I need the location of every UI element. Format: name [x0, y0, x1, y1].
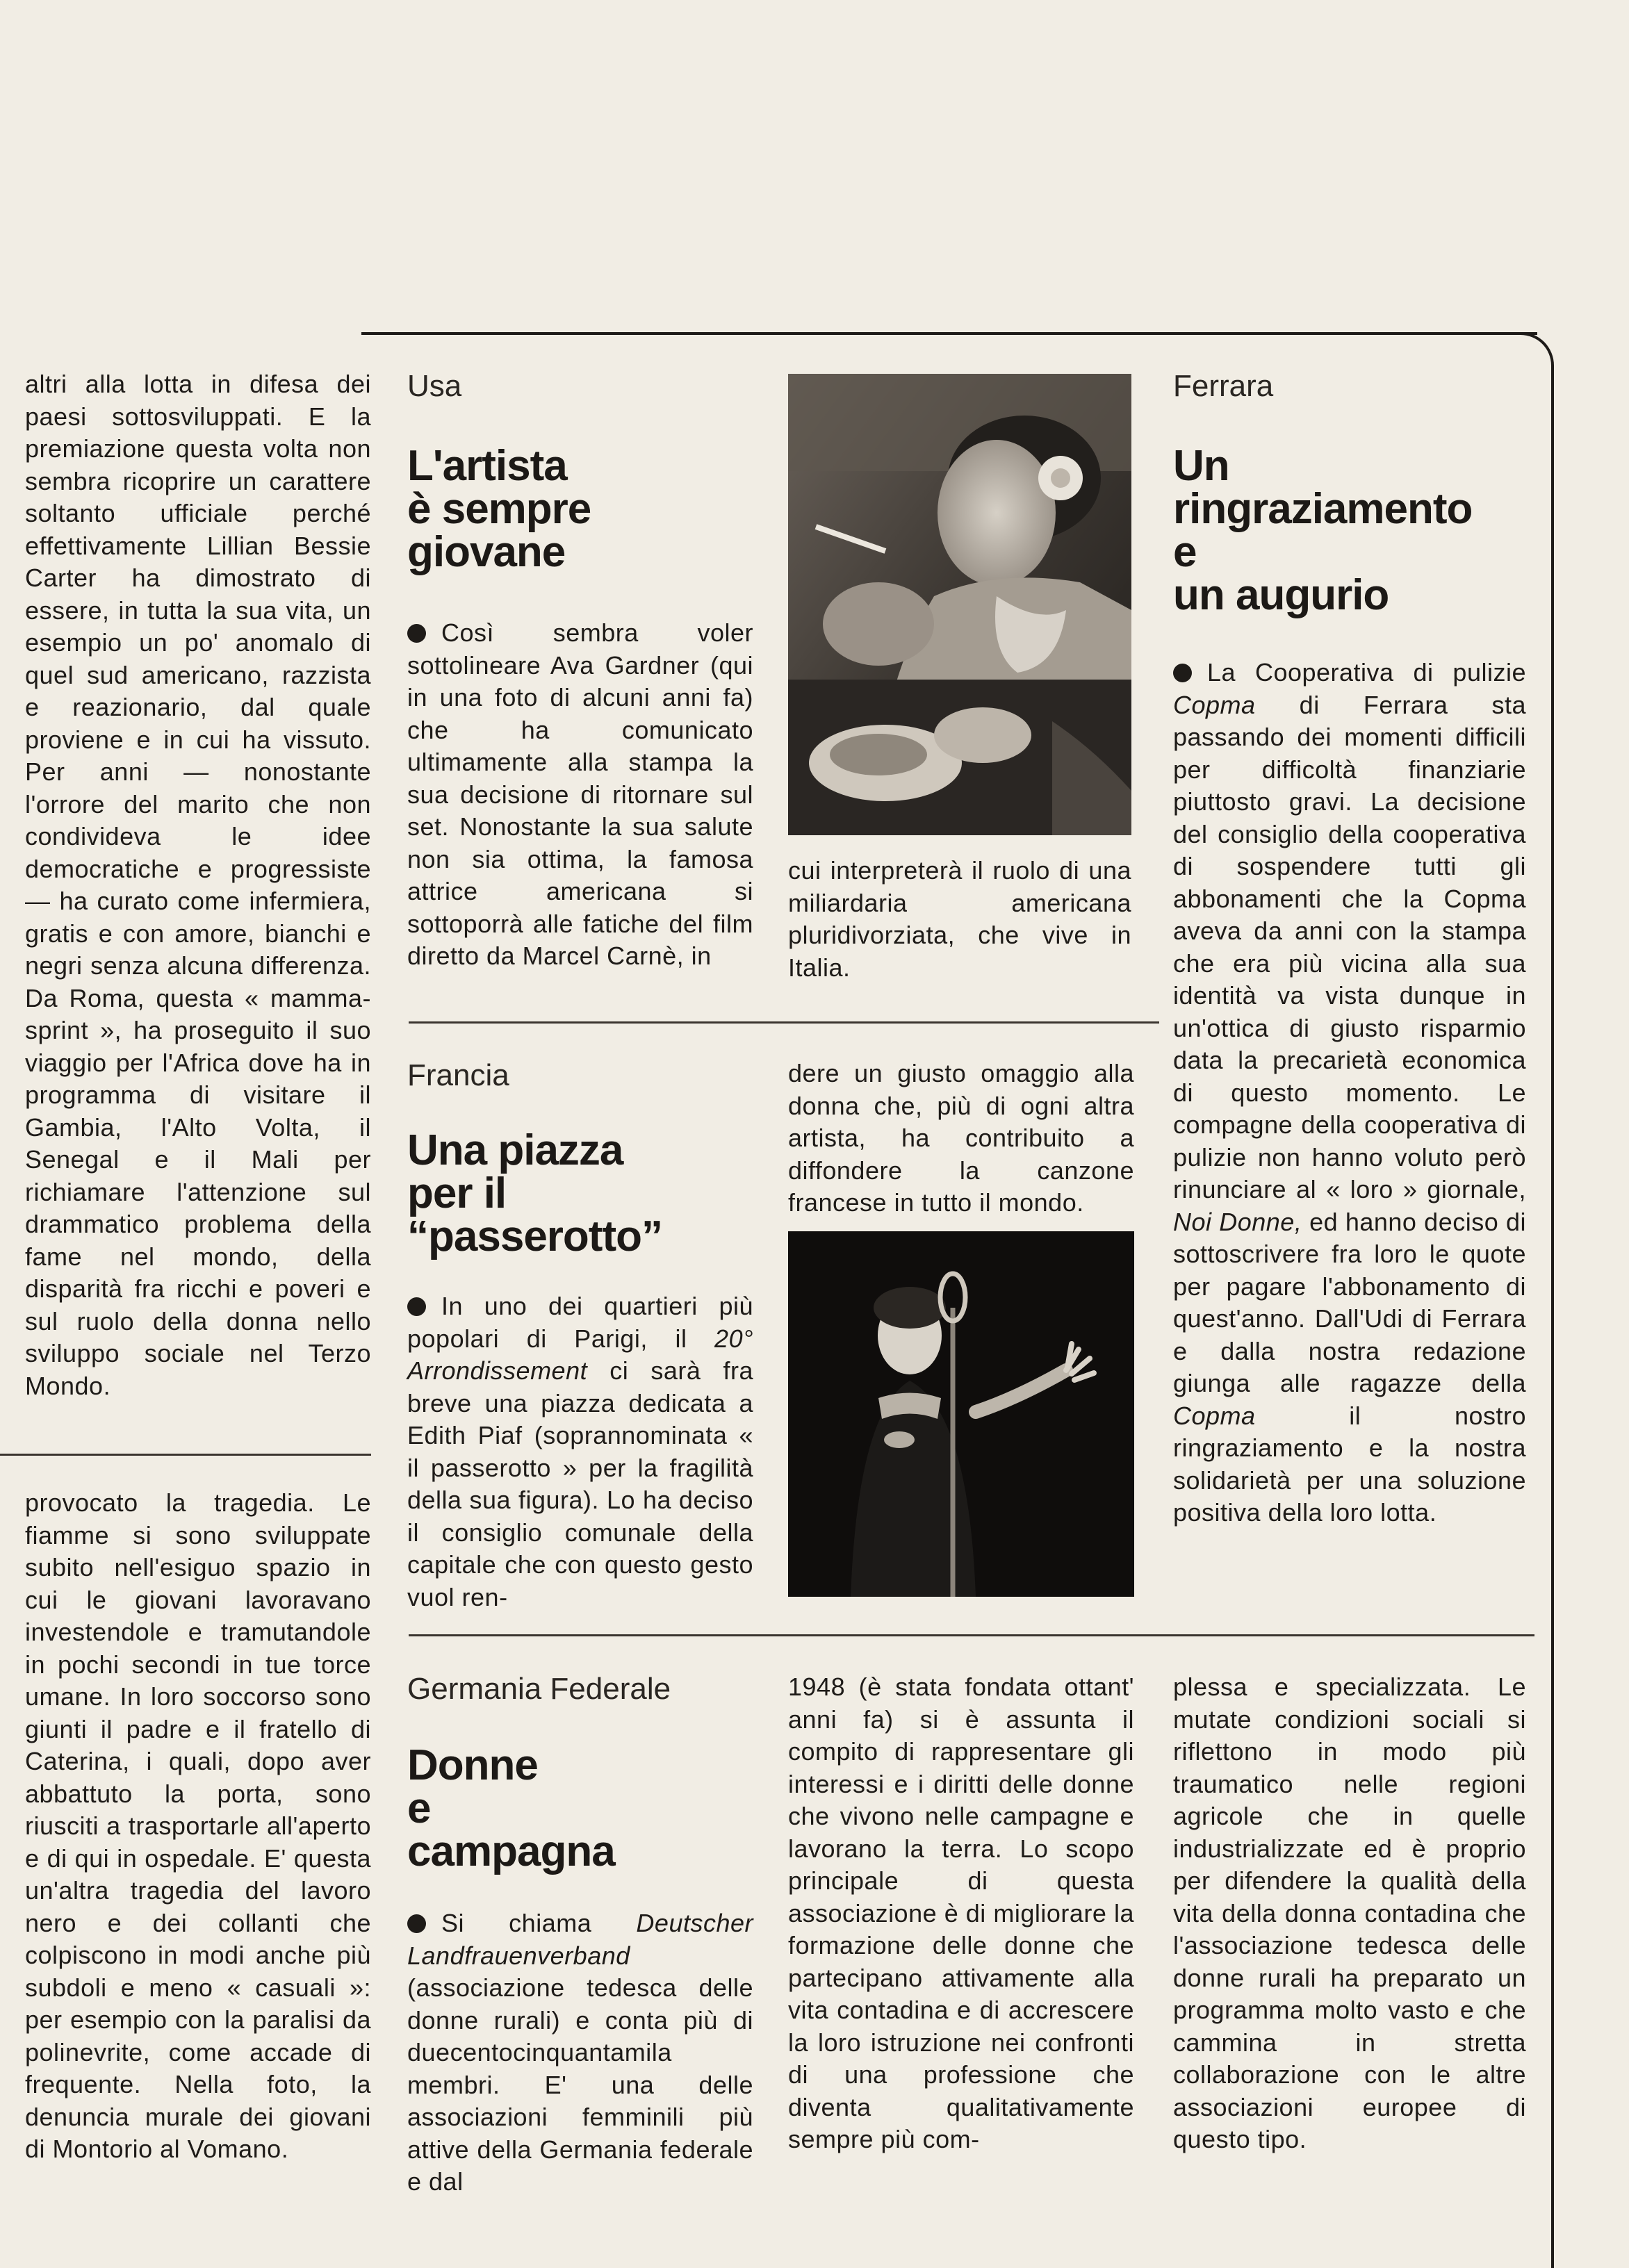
germania-t1-em: Deutscher Landfrauenverband — [407, 1909, 753, 1970]
francia-continuation — [788, 1058, 1134, 1219]
ferrara-headline-line-4: un augurio — [1173, 571, 1389, 619]
germania-column-2 — [788, 1671, 1134, 2156]
ferrara-headline-line-3: e — [1173, 528, 1197, 576]
francia-headline-line-1: Una piazza — [407, 1126, 623, 1174]
ferrara-p3: ed hanno deciso di sottoscrivere fra loro le quote per pagare l'abbonamento di quest'anno. Dall'Udi di Ferrara e dalla nostra redazione giunga alle ragazze della — [1173, 1207, 1526, 1397]
francia-headline-line-3: “passerotto” — [407, 1213, 662, 1260]
bullet-dot-icon — [407, 624, 426, 643]
bullet-dot-icon — [407, 1297, 426, 1316]
mid-divider — [409, 1021, 1159, 1024]
usa-text: Così sembra voler sottolineare Ava Gardner (qui in una foto di alcuni anni fa) che ha comunicato ultimamente alla stampa la sua decisione di ritornare sul set. Nonostante la sua salute non sia ottima, la famosa attrice americana si sottoporrà alle fatiche del film diretto da Marcel Carnè, in — [407, 618, 753, 970]
ferrara-p1-em: Copma — [1173, 690, 1256, 719]
usa-headline-line-2: è sempre — [407, 485, 591, 533]
usa-continuation — [788, 855, 1131, 984]
ferrara-p1: La Cooperativa di pulizie — [1207, 658, 1526, 687]
francia-body — [407, 1290, 753, 1613]
francia-kicker: Francia — [407, 1058, 509, 1092]
usa-headline-line-3: giovane — [407, 528, 566, 576]
ava-gardner-photo — [788, 374, 1131, 835]
left-top-text: altri alla lotta in difesa dei paesi sottosviluppati. E la premiazione questa volta non sembra ricoprire un carattere soltanto ufficiale perché effettivamente Lillian Bessie Carter ha dimostrato di essere, in tutta la sua vita, un esempio un po' anomalo di quel sud americano, razzista e reazionario, dal quale proviene e in cui ha vissuto. Per anni — nonostante l'orrore del marito che non condivideva le idee democratiche e progressiste — ha curato come infermiera, gratis e con amore, bianchi e negri senza alcuna differenza. Da Roma, questa « mamma-sprint », ha proseguito il suo viaggio per l'Africa dove ha in programma di visitare il Gambia, l'Alto Volta, il Senegal e il Mali per richiamare l'attenzione sul drammatico problema della fame nel mondo, della disparità fra ricchi e poveri e sul ruolo della donna nello sviluppo sociale nel Terzo Mondo. — [25, 370, 371, 1400]
germania-headline-line-1: Donne — [407, 1741, 538, 1789]
left-column-bottom — [25, 1487, 371, 2166]
usa-kicker: Usa — [407, 369, 462, 403]
left-divider — [0, 1454, 371, 1456]
ferrara-headline-line-2: ringraziamento — [1173, 485, 1473, 533]
francia-headline — [407, 1126, 662, 1260]
edith-piaf-photo — [788, 1231, 1134, 1597]
frame-right-rule — [1551, 372, 1554, 2268]
germania-kicker: Germania Federale — [407, 1672, 671, 1706]
usa-continuation-text: cui interpreterà il ruolo di una miliardaria americana pluridivorziata, che vive in Italia. — [788, 856, 1131, 982]
germania-col2-text: 1948 (è stata fondata ottant' anni fa) si è assunta il compito di rappresentare gli interessi e i diritti delle donne che vivono nelle campagne e lavorano la terra. Lo scopo principale di questa associazione è di migliorare la formazione delle donne che partecipano attivamente alla vita contadina e di accrescere la loro istruzione nei confronti di una professione che diventa qualitativamente sempre più com- — [788, 1673, 1134, 2153]
frame-corner — [1512, 332, 1554, 374]
germania-headline-line-3: campagna — [407, 1827, 615, 1875]
ferrara-body — [1173, 657, 1526, 1529]
usa-body — [407, 617, 753, 973]
ferrara-p2: di Ferrara sta passando dei momenti difficili per difficoltà finanziarie piuttosto gravi. La decisione del consiglio della cooperativa di sospendere tutti gli abbonamenti che la Copma aveva da anni con la stampa che era più vicina alla sua identità va vista dunque in un'ottica di giusto risparmio data la precarietà economica di questo momento. Le compagne della cooperativa di pulizie non hanno voluto però rinunciare al « loro » giornale, — [1173, 690, 1526, 1203]
left-bottom-text: provocato la tragedia. Le fiamme si sono sviluppate subito nell'esiguo spazio in cui le giovani lavoravano investendole e tramutandole in pochi secondi in tue torce umane. In loro soccorso sono giunti il padre e il fratello di Caterina, i quali, dopo aver abbattuto la porta, sono riusciti a trasportarle all'aperto e di qui in ospedale. E' questa un'altra tragedia del lavoro nero e dei collanti che colpiscono in modi anche più subdoli e meno « casuali »: per esempio con la paralisi da polinevrite, come accade di frequente. Nella foto, la denuncia murale dei giovani di Montorio al Vomano. — [25, 1488, 371, 2163]
germania-t2: (associazione tedesca delle donne rurali) e conta più di duecentocinquantamila membri. E' una delle associazioni femminili più attive della Germania federale e dal — [407, 1973, 753, 2196]
left-column-top — [25, 368, 371, 1402]
frame-top-rule — [361, 332, 1537, 335]
germania-headline-line-2: e — [407, 1784, 431, 1832]
germania-col3-text: plessa e specializzata. Le mutate condizioni sociali si riflettono in modo più traumatico nelle regioni agricole che in quelle industrializzate ed è proprio per difendere la qualità della vita della donna contadina che l'associazione tedesca delle donne rurali ha preparato un programma molto vasto e che cammina in stretta collaborazione con le altre associazioni europee di questo tipo. — [1173, 1673, 1526, 2153]
germania-body — [407, 1907, 753, 2199]
francia-text-rest: ci sarà fra breve una piazza dedicata a Edith Piaf (soprannominata « il passerotto » per la fragilità della sua figura). Lo ha deciso il consiglio comunale della capitale che con questo gesto vuol ren- — [407, 1356, 753, 1611]
ferrara-p3-em: Copma — [1173, 1401, 1256, 1430]
ferrara-p4: il nostro ringraziamento e la nostra solidarietà per una soluzione positiva della loro lotta. — [1173, 1401, 1526, 1527]
bullet-dot-icon — [1173, 664, 1192, 682]
usa-headline-line-1: L'artista — [407, 442, 567, 490]
faded-watermark — [959, 195, 1008, 370]
bullet-dot-icon — [407, 1914, 426, 1933]
germania-column-3 — [1173, 1671, 1526, 2156]
ferrara-p2-em: Noi Donne, — [1173, 1207, 1302, 1236]
francia-text-em: 20° Arrondissement — [407, 1324, 753, 1385]
usa-headline — [407, 442, 591, 576]
ferrara-headline — [1173, 442, 1473, 619]
francia-text-lead: In uno dei quartieri più popolari di Parigi, il — [407, 1292, 753, 1353]
germania-t1: Si chiama — [441, 1909, 637, 1937]
germania-headline — [407, 1741, 615, 1875]
francia-continuation-text: dere un giusto omaggio alla donna che, più di ogni altra artista, ha contribuito a diffondere la canzone francese in tutto il mondo. — [788, 1059, 1134, 1217]
ferrara-kicker: Ferrara — [1173, 369, 1274, 403]
ferrara-headline-line-1: Un — [1173, 442, 1229, 490]
lower-divider — [409, 1634, 1534, 1636]
francia-headline-line-2: per il — [407, 1169, 507, 1217]
